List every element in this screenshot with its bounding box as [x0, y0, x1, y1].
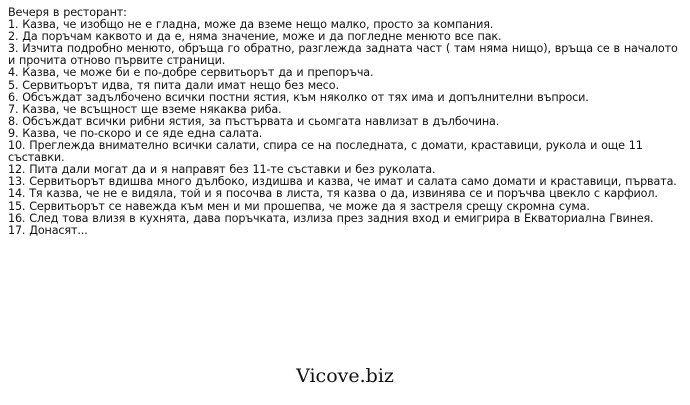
joke-line: 2. Да поръчам каквото и да е, няма значение, може и да погледне менюто все пак. [8, 30, 502, 44]
joke-line: 17. Донасят... [8, 223, 88, 237]
joke-line: 8. Обсъждат всички рибни ястия, за пъстървата и сьомгата навлизат в дълбочина. [8, 114, 500, 128]
joke-line: 7. Казва, че всъщност ще вземе някаква риба. [8, 102, 282, 116]
joke-line: 3. Изчита подробно менюто, обръща го обратно, разглежда задната част ( там няма нищо), връща се в началото и прочита отново първите страници. [8, 42, 678, 68]
joke-text [8, 7, 684, 237]
joke-line: 6. Обсъждат задълбочено всички постни ястия, към няколко от тях има и допълнителни въпроси. [8, 90, 589, 104]
joke-title: Вечеря в ресторант: [8, 6, 127, 19]
joke-line: 1. Казва, че изобщо не е гладна, може да вземе нещо малко, просто за компания. [8, 18, 494, 32]
joke-line: 14. Тя казва, че не е видяла, той и я посочва в листа, тя казва о да, извинява се и поръчва цвекло с карфиол. [8, 187, 658, 201]
joke-line: 10. Преглежда внимателно всички салати, спира се на последната, с домати, краставици, рукола и още 11 съставки. [8, 139, 643, 165]
joke-line: 16. След това влизя в кухнята, дава поръчката, излиза през задния вход и емигрира в Екваториална Гвинея. [8, 211, 654, 225]
joke-line: 9. Казва, че по-скоро и се яде една салата. [8, 126, 263, 140]
site-watermark: Vicove.biz [296, 365, 394, 387]
joke-line: 4. Казва, че може би е по-добре сервитьорът да и препоръча. [8, 66, 374, 80]
joke-line: 15. Сервитьорът се навежда към мен и ми прошепва, че може да я застреля срещу скромна сума. [8, 199, 590, 213]
joke-line: 13. Сервитьорът вдишва много дълбоко, издишва и казва, че имат и салата само домати и краставици, първата. [8, 175, 677, 189]
joke-line: 12. Пита дали могат да и я направят без 11-те съставки и без руколата. [8, 163, 436, 177]
joke-line: 5. Сервитьорът идва, тя пита дали имат нещо без месо. [8, 78, 339, 92]
